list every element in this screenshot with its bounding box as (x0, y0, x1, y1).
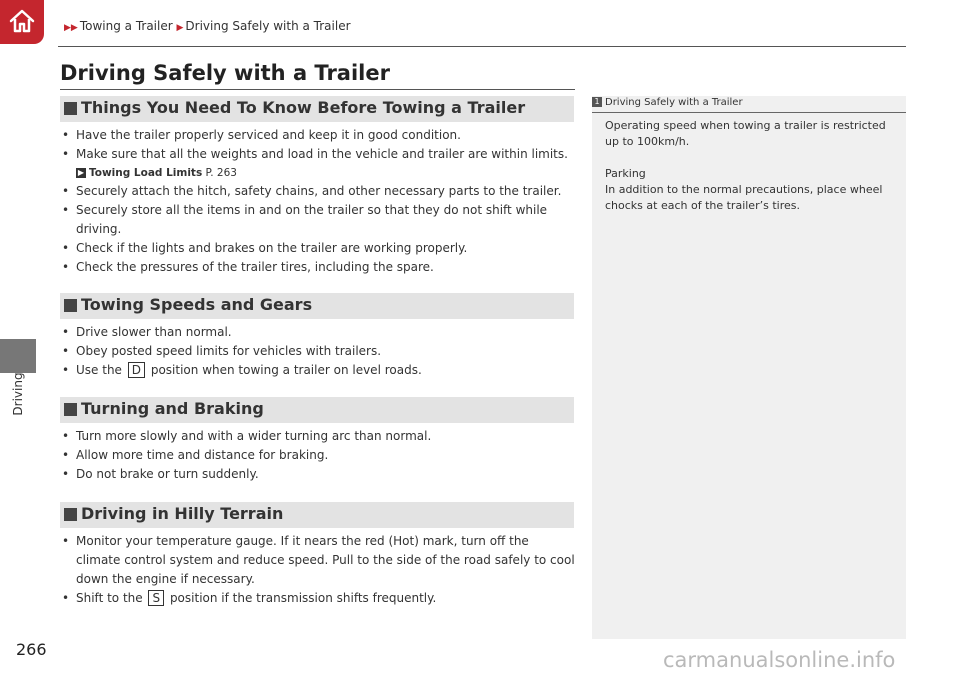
watermark: carmanualsonline.info (663, 648, 896, 672)
home-icon (8, 7, 36, 35)
list-item: • Check the pressures of the trailer tires, including the spare. (62, 260, 434, 274)
list-item: • Do not brake or turn suddenly. (62, 467, 259, 481)
triangle-right-icon: ▶▶ (64, 23, 78, 33)
section-heading-hilly (60, 502, 574, 528)
square-bullet-icon (64, 508, 77, 521)
breadcrumb-level2[interactable]: Driving Safely with a Trailer (185, 19, 351, 33)
things-list (60, 126, 580, 277)
speeds-list (60, 323, 580, 380)
list-item: • Use the D position when towing a trailer on level roads. (62, 363, 422, 377)
square-bullet-icon (64, 299, 77, 312)
cross-reference-link[interactable]: ▶ Towing Load Limits P. 263 (77, 167, 237, 179)
side-note-divider (592, 112, 906, 113)
note-paragraph: Operating speed when towing a trailer is restricted up to 100km/h. (605, 119, 886, 148)
side-chapter-label: Driving (11, 372, 25, 416)
note-paragraph: In addition to the normal precautions, place wheel chocks at each of the trailer’s tires. (605, 183, 883, 212)
triangle-right-icon: ▶ (176, 23, 184, 33)
list-item: • Securely store all the items in and on the trailer so that they do not shift while driving. (62, 203, 548, 236)
home-button[interactable] (0, 0, 44, 44)
breadcrumb-level1[interactable]: Towing a Trailer (79, 19, 173, 33)
section-heading-things (60, 96, 574, 122)
section-heading-turning (60, 397, 574, 423)
square-bullet-icon (64, 102, 77, 115)
section-heading-speeds (60, 293, 574, 319)
list-item: • Allow more time and distance for braking. (62, 448, 329, 462)
section-heading-text: Towing Speeds and Gears (81, 295, 313, 314)
list-item: • Securely attach the hitch, safety chains, and other necessary parts to the trailer. (62, 184, 562, 198)
hilly-list (60, 532, 575, 608)
list-item: • Turn more slowly and with a wider turning arc than normal. (62, 429, 432, 443)
list-item: • Have the trailer properly serviced and keep it in good condition. (62, 128, 461, 142)
title-divider (60, 89, 575, 90)
section-heading-text: Things You Need To Know Before Towing a Trailer (81, 98, 526, 117)
square-bullet-icon (64, 403, 77, 416)
list-item: • Shift to the S position if the transmission shifts frequently. (62, 591, 437, 605)
gear-key-s: S (148, 590, 164, 606)
note-subtitle: Parking (605, 167, 646, 180)
section-heading-text: Driving in Hilly Terrain (81, 504, 284, 523)
reference-arrow-icon: ▶ (77, 168, 85, 177)
list-item: • Drive slower than normal. (62, 325, 232, 339)
breadcrumb (64, 19, 351, 33)
side-note-title: 1 Driving Safely with a Trailer (592, 97, 906, 108)
gear-key-d: D (128, 362, 145, 378)
note-number-icon: 1 (592, 97, 602, 107)
list-item: • Make sure that all the weights and load in the vehicle and trailer are within limits. (62, 147, 568, 161)
section-tab-marker (0, 339, 36, 373)
page-number: 266 (16, 640, 47, 659)
list-item: • Monitor your temperature gauge. If it nears the red (Hot) mark, turn off the climate control system and reduce speed. Pull to the side of the road safely to cool down the engine if necessary. (62, 534, 575, 586)
side-note-body (605, 118, 900, 214)
list-item: • Check if the lights and brakes on the trailer are working properly. (62, 241, 468, 255)
turning-list (60, 427, 580, 484)
list-item: • Obey posted speed limits for vehicles with trailers. (62, 344, 382, 358)
page-title: Driving Safely with a Trailer (60, 61, 390, 85)
header-divider (58, 46, 906, 47)
section-heading-text: Turning and Braking (81, 399, 264, 418)
